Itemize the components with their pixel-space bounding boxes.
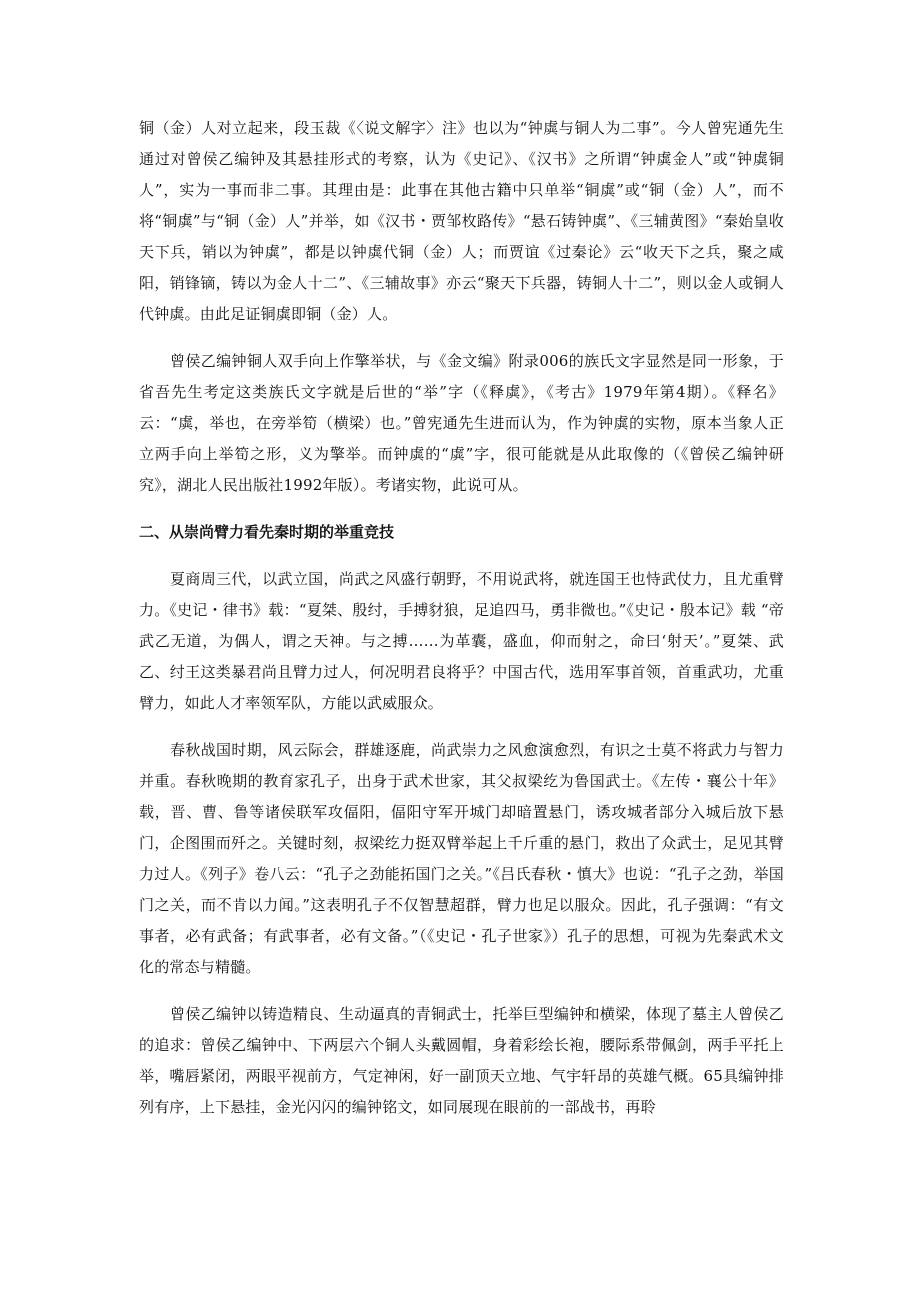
paragraph-zenghouyi-bells: 曾侯乙编钟以铸造精良、生动逼真的青铜武士，托举巨型编钟和横梁，体现了墓主人曾侯乙的追求：曾侯乙编钟中、下两层六个铜人头戴圆帽，身着彩绘长袍，腰际系带佩剑，两手平托上举，嘴唇紧闭，两眼平视前方，气定神闲，好一副顶天立地、气宇轩昂的英雄气概。65具编钟排列有序，上下悬挂，金光闪闪的编钟铭文，如同展现在眼前的一部战书，再聆 [139, 1005, 784, 1116]
paragraph-three-dynasties: 夏商周三代，以武立国，尚武之风盛行朝野，不用说武将，就连国王也恃武仗力，且尤重臂力。《史记・律书》载：“夏桀、殷纣，手搏豺狼，足追四马，勇非微也。”《史记・殷本记》载 “帝武乙无道，为偶人，谓之天神。与之搏……为革囊，盛血，仰而射之，命曰‘射天’。”夏桀、武乙、纣王这类暴君尚且臂力过人，何况明君良将乎？中国古代，选用军事首领，首重武功，尤重臂力，如此人才率领军队，方能以武威服众。 [139, 570, 784, 712]
paragraph-spring-autumn: 春秋战国时期，风云际会，群雄逐鹿，尚武崇力之风愈演愈烈，有识之士莫不将武力与智力并重。春秋晚期的教育家孔子，出身于武术世家，其父叔梁纥为鲁国武士。《左传・襄公十年》载，晋、曹、鲁等诸侯联军攻偪阳，偪阳守军开城门却暗置悬门，诱攻城者部分入城后放下悬门，企图围而歼之。关键时刻，叔梁纥力挺双臂举起上千斤重的悬门，救出了众武士，足见其臂力过人。《列子》卷八云：“孔子之劲能拓国门之关。”《吕氏春秋・慎大》也说：“孔子之劲，举国门之关，而不肯以力闻。”这表明孔子不仅智慧超群，臂力也足以服众。因此，孔子强调：“有文事者，必有武备；有武事者，必有文备。”（《史记・孔子世家》）孔子的思想，可视为先秦武术文化的常态与精髓。 [139, 741, 784, 976]
paragraph-bronze-figures: 铜（金）人对立起来，段玉裁《〈说文解字〉注》也以为“钟虡与铜人为二事”。今人曾宪通先生通过对曾侯乙编钟及其悬挂形式的考察，认为《史记》、《汉书》之所谓“钟虡金人”或“钟虡铜人”，实为一事而非二事。其理由是：此事在其他古籍中只单举“铜虡”或“铜（金）人”，而不将“铜虡”与“铜（金）人”并举，如《汉书・贾邹枚路传》“悬石铸钟虡”、《三辅黄图》“秦始皇收天下兵，销以为钟虡”，都是以钟虡代铜（金）人；而贾谊《过秦论》云“收天下之兵，聚之咸阳，销锋镝，铸以为金人十二”、《三辅故事》亦云“聚天下兵器，铸铜人十二”，则以金人或铜人代钟虡。由此足证铜虡即铜（金）人。 [139, 119, 784, 323]
section-heading: 二、从崇尚臂力看先秦时期的举重竞技 [139, 523, 395, 541]
document-page [139, 113, 784, 1123]
paragraph-bell-rack-figures: 曾侯乙编钟铜人双手向上作擎举状，与《金文编》附录006的族氏文字显然是同一形象，于省吾先生考定这类族氏文字就是后世的“举”字（《释虡》，《考古》1979年第4期）。《释名》云：“虡，举也，在旁举筍（横梁）也。”曾宪通先生进而认为，作为钟虡的实物，原本当象人正立两手向上举筍之形，义为擎举。而钟虡的“虡”字，很可能就是从此取像的（《曾侯乙编钟研究》，湖北人民出版社1992年版）。考诸实物，此说可从。 [139, 352, 784, 494]
